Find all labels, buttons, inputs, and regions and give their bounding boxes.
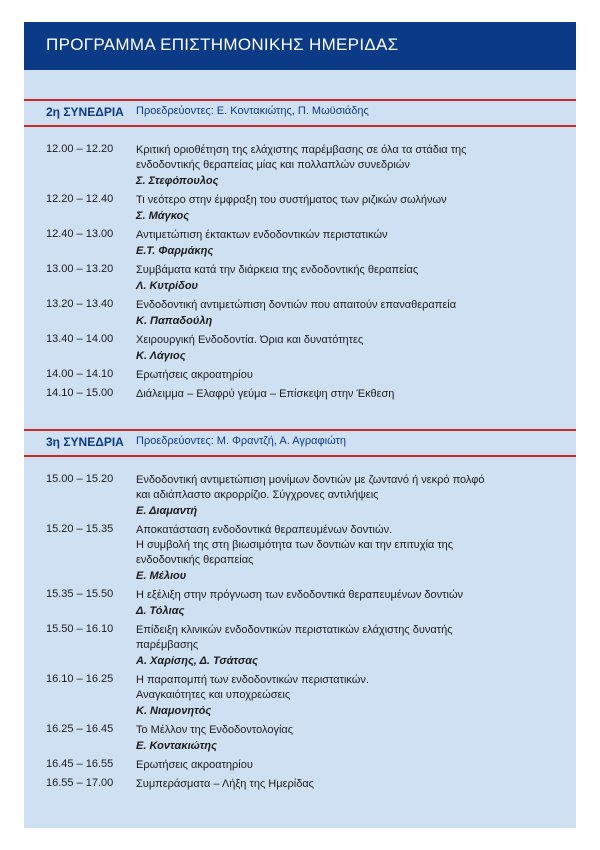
topic-line: Η συμβολή της στη βιωσιμότητα των δοντιών και την επιτυχία της	[136, 539, 454, 551]
row-time: 13.00 – 13.20	[46, 263, 114, 275]
topic-line: ενδοδοντικής θεραπείας	[136, 554, 254, 566]
topic-line: Ενδοδοντική αντιμετώπιση δοντιών που απαιτούν επαναθεραπεία	[136, 299, 457, 311]
row-topic	[136, 523, 556, 584]
topic-line: Συμβάματα κατά την διάρκεια της ενδοδοντικής θεραπείας	[136, 264, 419, 276]
page-title: ΠΡΟΓΡΑΜΜΑ ΕΠΙΣΤΗΜΟΝΙΚΗΣ ΗΜΕΡΙΔΑΣ	[46, 35, 399, 54]
topic-line: Αντιμετώπιση έκτακτων ενδοδοντικών περιστατικών	[136, 229, 388, 241]
row-time: 16.55 – 17.00	[46, 777, 114, 789]
topic-line: και αδιάπλαστο ακρορρίζιο. Σύγχρονες αντιλήψεις	[136, 489, 379, 501]
speaker-name: Α. Χαρίσης, Δ. Τσάτσας	[136, 655, 258, 667]
topic-line: Το Μέλλον της Ενδοδοντολογίας	[136, 724, 294, 736]
speaker-name: Ε.Τ. Φαρμάκης	[136, 245, 214, 257]
row-time: 16.25 – 16.45	[46, 723, 114, 735]
row-topic	[136, 368, 556, 383]
schedule-row	[24, 193, 576, 228]
schedule-row	[24, 298, 576, 333]
topic-line: Κριτική οριοθέτηση της ελάχιστης παρέμβασης σε όλα τα στάδια της	[136, 144, 467, 156]
session-schedule	[24, 143, 576, 406]
row-time: 15.00 – 15.20	[46, 473, 114, 485]
topic-line: Διάλειμμα – Ελαφρύ γεύμα – Επίσκεψη στην Έκθεση	[136, 388, 395, 400]
session-label: 3η ΣΥΝΕΔΡΙΑ	[46, 435, 124, 449]
row-topic	[136, 673, 556, 719]
row-time: 12.00 – 12.20	[46, 143, 114, 155]
title-banner	[24, 22, 576, 70]
session-label: 2η ΣΥΝΕΔΡΙΑ	[46, 105, 124, 119]
schedule-row	[24, 143, 576, 193]
session-header	[24, 429, 576, 457]
speaker-name: Λ. Κυτρίδου	[136, 280, 199, 292]
speaker-name: Σ. Μάγκος	[136, 210, 190, 222]
schedule-row	[24, 368, 576, 387]
speaker-name: Κ. Παπαδούλη	[136, 315, 213, 327]
schedule-row	[24, 333, 576, 368]
row-topic	[136, 473, 556, 519]
row-time: 12.20 – 12.40	[46, 193, 114, 205]
speaker-name: Ε. Μέλιου	[136, 570, 187, 582]
row-topic	[136, 143, 556, 189]
topic-line: Επίδειξη κλινικών ενδοδοντικών περιστατικών ελάχιστης δυνατής	[136, 624, 453, 636]
session-header	[24, 99, 576, 127]
row-topic	[136, 723, 556, 754]
row-time: 15.35 – 15.50	[46, 588, 114, 600]
speaker-name: Ε. Διαμαντή	[136, 505, 198, 517]
speaker-name: Δ. Τόλιας	[136, 605, 185, 617]
program-page	[24, 22, 576, 828]
schedule-row	[24, 473, 576, 523]
row-time: 12.40 – 13.00	[46, 228, 114, 240]
session-schedule	[24, 473, 576, 796]
schedule-row	[24, 623, 576, 673]
schedule-row	[24, 588, 576, 623]
schedule-row	[24, 723, 576, 758]
schedule-row	[24, 263, 576, 298]
topic-line: Ερωτήσεις ακροατηρίου	[136, 369, 253, 381]
topic-line: Αναγκαιότητες και υποχρεώσεις	[136, 689, 291, 701]
schedule-row	[24, 758, 576, 777]
topic-line: παρέμβασης	[136, 639, 199, 651]
row-topic	[136, 298, 556, 329]
row-topic	[136, 333, 556, 364]
schedule-row	[24, 387, 576, 406]
row-time: 16.45 – 16.55	[46, 758, 114, 770]
speaker-name: Σ. Στεφόπουλος	[136, 175, 219, 187]
row-time: 13.40 – 14.00	[46, 333, 114, 345]
topic-line: Ενδοδοντική αντιμετώπιση μονίμων δοντιών με ζωντανό ή νεκρό πολφό	[136, 474, 485, 486]
topic-line: Αποκατάσταση ενδοδοντικά θεραπευμένων δοντιών.	[136, 524, 393, 536]
schedule-row	[24, 523, 576, 588]
row-time: 15.50 – 16.10	[46, 623, 114, 635]
row-topic	[136, 758, 556, 773]
row-topic	[136, 193, 556, 224]
topic-line: Η παραπομπή των ενδοδοντικών περιστατικών.	[136, 674, 369, 686]
topic-line: Τι νεότερο στην έμφραξη του συστήματος των ριζικών σωλήνων	[136, 194, 447, 206]
topic-line: Χειρουργική Ενδοδοντία. Όρια και δυνατότητες	[136, 334, 364, 346]
row-time: 16.10 – 16.25	[46, 673, 114, 685]
schedule-row	[24, 777, 576, 796]
row-topic	[136, 777, 556, 792]
row-time: 13.20 – 13.40	[46, 298, 114, 310]
topic-line: ενδοδοντικής θεραπείας μίας και πολλαπλών συνεδριών	[136, 159, 410, 171]
speaker-name: Ε. Κοντακιώτης	[136, 740, 217, 752]
topic-line: Ερωτήσεις ακροατηρίου	[136, 759, 253, 771]
schedule-row	[24, 228, 576, 263]
schedule-row	[24, 673, 576, 723]
row-time: 14.10 – 15.00	[46, 387, 114, 399]
row-topic	[136, 387, 556, 402]
row-topic	[136, 263, 556, 294]
topic-line: Συμπεράσματα – Λήξη της Ημερίδας	[136, 778, 314, 790]
row-topic	[136, 588, 556, 619]
speaker-name: Κ. Λάγιος	[136, 350, 186, 362]
session-chairs: Προεδρεύοντες: Μ. Φραντζή, Α. Αγραφιώτη	[136, 435, 347, 447]
row-topic	[136, 228, 556, 259]
topic-line: Η εξέλιξη στην πρόγνωση των ενδοδοντικά θεραπευμένων δοντιών	[136, 589, 464, 601]
row-topic	[136, 623, 556, 669]
session-chairs: Προεδρεύοντες: Ε. Κοντακιώτης, Π. Μωϋσιάδης	[136, 105, 369, 117]
row-time: 14.00 – 14.10	[46, 368, 114, 380]
row-time: 15.20 – 15.35	[46, 523, 114, 535]
speaker-name: Κ. Νιαμονητός	[136, 705, 212, 717]
